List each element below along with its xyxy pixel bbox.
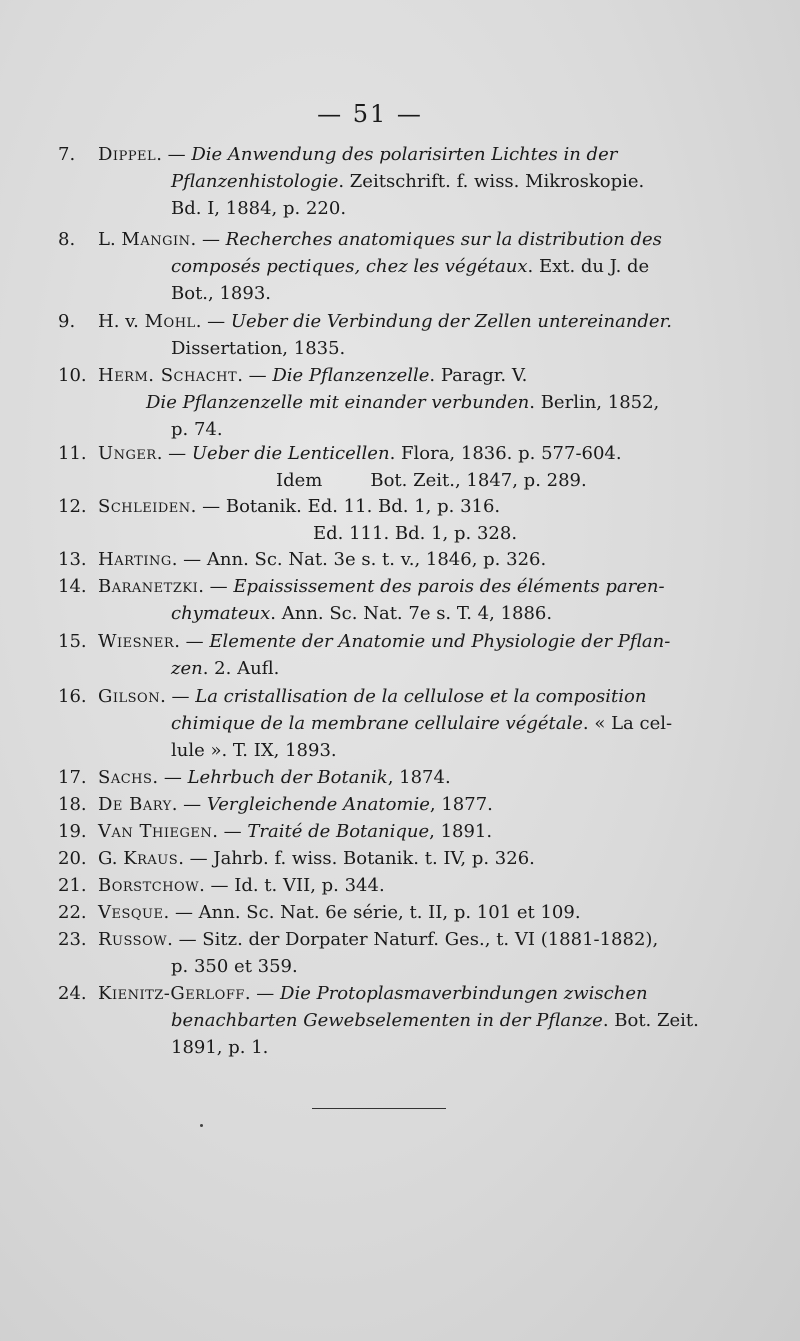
author: Wiesner	[98, 631, 175, 652]
reference-19	[58, 818, 708, 845]
title: Die Protoplasmaverbindungen zwischen	[280, 983, 648, 1004]
author: Van Thiegen	[98, 821, 213, 842]
separator: . —	[198, 576, 234, 597]
reference-15	[58, 628, 708, 682]
separator: . —	[156, 144, 192, 165]
separator: . —	[237, 365, 273, 386]
source: Dissertation, 1835.	[171, 338, 346, 359]
author: Gilson	[98, 686, 161, 707]
title: benachbarten Gewebselementen in der Pflanze	[171, 1010, 603, 1031]
reference-line	[58, 710, 708, 737]
title: chymateux	[171, 603, 271, 624]
reference-number: 9.	[58, 311, 76, 332]
author: Kienitz-Gerloff	[98, 983, 245, 1004]
reference-number: 8.	[58, 229, 76, 250]
reference-8	[58, 226, 708, 307]
reference-line	[58, 308, 708, 335]
reference-number: 12.	[58, 496, 87, 517]
separator: . —	[174, 631, 210, 652]
title: Elemente der Anatomie und Physiologie der Pflan-	[209, 631, 671, 652]
reference-line	[58, 791, 708, 818]
source: . — Jahrb. f. wiss. Botanik. t. IV, p. 326.	[178, 848, 535, 869]
reference-line	[58, 683, 708, 710]
source: . Ext. du J. de	[527, 256, 650, 277]
reference-line	[58, 818, 708, 845]
reference-line	[58, 764, 708, 791]
separator: . —	[190, 229, 226, 250]
source: Bot. Zeit., 1847, p. 289.	[370, 470, 587, 491]
source: Ed. 111. Bd. 1, p. 328.	[313, 523, 518, 544]
initial: G.	[98, 848, 124, 869]
author: De Bary	[98, 794, 172, 815]
title: Vergleichende Anatomie	[206, 794, 430, 815]
reference-number: 7.	[58, 144, 76, 165]
separator: . —	[152, 767, 188, 788]
source: , 1891.	[429, 821, 493, 842]
reference-20	[58, 845, 708, 872]
source: . « La cel-	[582, 713, 673, 734]
author: Kraus	[123, 848, 179, 869]
reference-18	[58, 791, 708, 818]
reference-line	[58, 253, 708, 280]
title: Die Pflanzenzelle	[272, 365, 430, 386]
author: Herm. Schacht	[98, 365, 238, 386]
title: La cristallisation de la cellulose et la composition	[195, 686, 647, 707]
author: Mohl	[144, 311, 196, 332]
reference-number: 21.	[58, 875, 87, 896]
reference-line	[58, 655, 708, 682]
title: Ueber die Verbindung der Zellen untereinander.	[230, 311, 672, 332]
reference-number: 19.	[58, 821, 87, 842]
source: . Berlin, 1852,	[529, 392, 660, 413]
source: . — Ann. Sc. Nat. 6e série, t. II, p. 101 et 109.	[163, 902, 581, 923]
source: Bot., 1893.	[171, 283, 271, 304]
title: composés pectiques, chez les végétaux	[171, 256, 528, 277]
reference-number: 11.	[58, 443, 87, 464]
author: Baranetzki	[98, 576, 199, 597]
title: Traité de Botanique	[247, 821, 430, 842]
separator: . —	[212, 821, 248, 842]
reference-9	[58, 308, 708, 362]
reference-22	[58, 899, 708, 926]
source: 1891, p. 1.	[171, 1037, 269, 1058]
title: chimique de la membrane cellulaire végétale	[171, 713, 583, 734]
reference-7	[58, 141, 708, 222]
reference-16	[58, 683, 708, 764]
reference-line	[58, 141, 708, 168]
reference-11	[58, 440, 708, 494]
source: p. 350 et 359.	[171, 956, 298, 977]
reference-line	[58, 926, 708, 953]
reference-number: 15.	[58, 631, 87, 652]
author: Vesque	[98, 902, 164, 923]
reference-line	[58, 546, 708, 573]
reference-12	[58, 493, 708, 547]
title: Pflanzenhistologie	[171, 171, 339, 192]
author: Unger	[98, 443, 157, 464]
reference-number: 10.	[58, 365, 87, 386]
separator: . —	[195, 311, 231, 332]
initial: L.	[98, 229, 122, 250]
separator: . —	[244, 983, 281, 1004]
reference-line	[58, 493, 708, 520]
source: . — Botanik. Ed. 11. Bd. 1, p. 316.	[190, 496, 501, 517]
source: p. 74.	[171, 419, 223, 440]
reference-13	[58, 546, 708, 573]
reference-number: 23.	[58, 929, 87, 950]
reference-line	[58, 872, 708, 899]
reference-number: 22.	[58, 902, 87, 923]
reference-line	[58, 440, 708, 467]
reference-line	[58, 845, 708, 872]
reference-number: 20.	[58, 848, 87, 869]
reference-line	[58, 600, 708, 627]
reference-line	[58, 899, 708, 926]
title: zen	[171, 658, 203, 679]
author: Dippel	[98, 144, 157, 165]
reference-14	[58, 573, 708, 627]
source: . Flora, 1836. p. 577-604.	[389, 443, 622, 464]
source: . — Id. t. VII, p. 344.	[199, 875, 385, 896]
reference-number: 14.	[58, 576, 87, 597]
author: Harting	[98, 549, 172, 570]
source: . Paragr. V.	[429, 365, 528, 386]
ink-speck	[200, 1124, 203, 1127]
reference-number: 18.	[58, 794, 87, 815]
reference-number: 24.	[58, 983, 87, 1004]
page-number: — 51 —	[317, 100, 423, 128]
source: Bd. I, 1884, p. 220.	[171, 198, 347, 219]
reference-17	[58, 764, 708, 791]
title: Lehrbuch der Botanik	[187, 767, 388, 788]
reference-line	[58, 467, 708, 494]
reference-number: 13.	[58, 549, 87, 570]
source: . 2. Aufl.	[202, 658, 280, 679]
author: Russow	[98, 929, 168, 950]
source: . Ann. Sc. Nat. 7e s. T. 4, 1886.	[270, 603, 553, 624]
reference-24	[58, 980, 708, 1061]
reference-line	[58, 1007, 708, 1034]
reference-line	[58, 573, 708, 600]
source: . Zeitschrift. f. wiss. Mikroskopie.	[338, 171, 645, 192]
source: . — Sitz. der Dorpater Naturf. Ges., t. VI (1881-1882),	[167, 929, 659, 950]
separator: . —	[156, 443, 192, 464]
author: Borstchow	[98, 875, 200, 896]
separator: . —	[171, 794, 207, 815]
reference-10	[58, 362, 708, 443]
title: Die Anwendung des polarisirten Lichtes in der	[191, 144, 618, 165]
reference-23	[58, 926, 708, 980]
reference-line	[58, 226, 708, 253]
title: Recherches anatomiques sur la distribution des	[225, 229, 662, 250]
reference-number: 16.	[58, 686, 87, 707]
author: Sachs	[98, 767, 153, 788]
idem: Idem	[276, 470, 323, 491]
source: lule ». T. IX, 1893.	[171, 740, 337, 761]
reference-line	[58, 389, 708, 416]
title: Epaississement des parois des éléments paren-	[233, 576, 665, 597]
closing-rule	[312, 1108, 446, 1109]
source: , 1874.	[387, 767, 451, 788]
reference-line	[58, 980, 708, 1007]
reference-line	[58, 628, 708, 655]
source: , 1877.	[429, 794, 493, 815]
title: Die Pflanzenzelle mit einander verbunden	[146, 392, 530, 413]
source: . Bot. Zeit.	[602, 1010, 699, 1031]
title: Ueber die Lenticellen	[191, 443, 390, 464]
reference-number: 17.	[58, 767, 87, 788]
author: Mangin	[121, 229, 191, 250]
reference-21	[58, 872, 708, 899]
reference-line	[58, 362, 708, 389]
reference-line	[58, 168, 708, 195]
author: Schleiden	[98, 496, 191, 517]
separator: . —	[160, 686, 196, 707]
initial: H. v.	[98, 311, 145, 332]
source: . — Ann. Sc. Nat. 3e s. t. v., 1846, p. 326.	[171, 549, 547, 570]
